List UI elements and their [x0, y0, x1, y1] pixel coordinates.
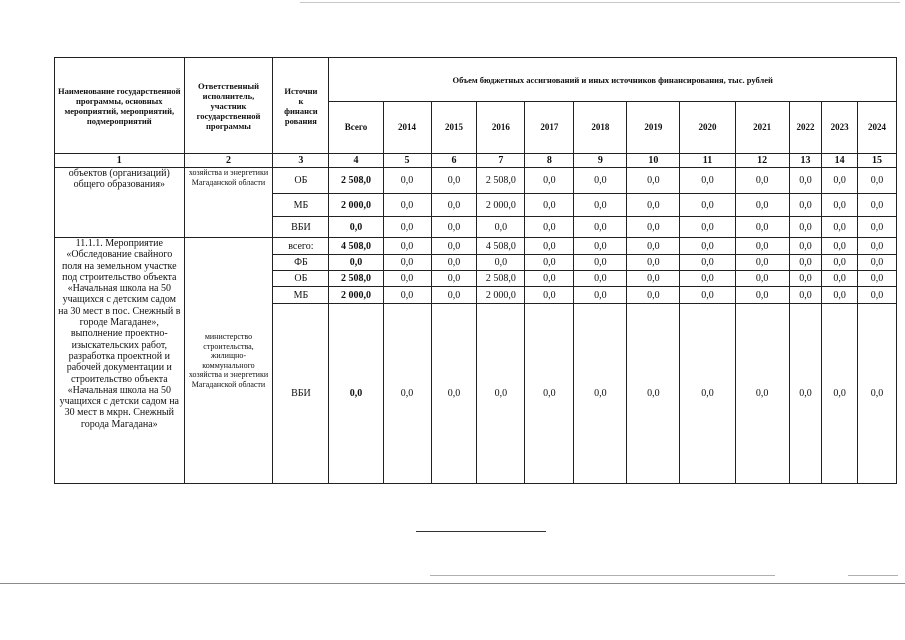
- column-number: 2: [184, 154, 273, 168]
- value-cell: 0,0: [789, 271, 822, 287]
- value-cell: 0,0: [680, 271, 735, 287]
- col-header-total: Всего: [329, 102, 383, 154]
- budget-table: [54, 57, 897, 484]
- closing-line: [416, 531, 546, 532]
- value-cell: 0,0: [857, 271, 896, 287]
- value-cell: 0,0: [627, 168, 680, 194]
- value-cell: 0,0: [857, 255, 896, 271]
- value-cell: 0,0: [857, 168, 896, 194]
- col-header-program: Наименование государственной программы, основных мероприятий, мероприятий, подмероприятий: [55, 58, 185, 154]
- value-cell: 0,0: [627, 217, 680, 238]
- value-cell: 0,0: [789, 217, 822, 238]
- value-cell: 0,0: [525, 238, 574, 255]
- source-cell: ВБИ: [273, 217, 329, 238]
- value-cell: 0,0: [627, 194, 680, 217]
- value-cell: 0,0: [789, 304, 822, 484]
- source-cell: ОБ: [273, 168, 329, 194]
- value-cell: 0,0: [789, 255, 822, 271]
- col-header-volume: Объем бюджетных ассигнований и иных источников финансирования, тыс. рублей: [329, 58, 897, 102]
- source-line-4: рования: [284, 115, 317, 126]
- total-cell: 0,0: [329, 255, 383, 271]
- value-cell: 0,0: [574, 304, 627, 484]
- table-row: [55, 238, 897, 255]
- value-cell: 0,0: [477, 217, 525, 238]
- value-cell: 4 508,0: [477, 238, 525, 255]
- value-cell: 0,0: [574, 287, 627, 304]
- value-cell: 0,0: [431, 271, 477, 287]
- source-cell: ВБИ: [273, 304, 329, 484]
- col-header-year: 2015: [431, 102, 477, 154]
- column-number: 1: [55, 154, 185, 168]
- value-cell: 0,0: [680, 194, 735, 217]
- col-header-year: 2019: [627, 102, 680, 154]
- scan-artifact-bottom-3: [848, 575, 898, 576]
- source-cell: МБ: [273, 287, 329, 304]
- col-header-year: 2018: [574, 102, 627, 154]
- value-cell: 0,0: [822, 217, 858, 238]
- column-number: 15: [857, 154, 896, 168]
- value-cell: 0,0: [680, 217, 735, 238]
- value-cell: 0,0: [822, 304, 858, 484]
- value-cell: 0,0: [822, 238, 858, 255]
- header-row-1: [55, 58, 897, 102]
- column-number: 10: [627, 154, 680, 168]
- column-number: 4: [329, 154, 383, 168]
- value-cell: 0,0: [822, 168, 858, 194]
- col-header-source: [273, 58, 329, 154]
- total-cell: 2 508,0: [329, 271, 383, 287]
- column-number: 14: [822, 154, 858, 168]
- source-cell: всего:: [273, 238, 329, 255]
- value-cell: 0,0: [477, 255, 525, 271]
- value-cell: 0,0: [857, 304, 896, 484]
- total-cell: 2 508,0: [329, 168, 383, 194]
- value-cell: 0,0: [574, 255, 627, 271]
- value-cell: 0,0: [383, 217, 431, 238]
- value-cell: 0,0: [431, 168, 477, 194]
- value-cell: 0,0: [525, 287, 574, 304]
- col-header-year: 2024: [857, 102, 896, 154]
- value-cell: 0,0: [735, 287, 789, 304]
- source-line-3: финанси: [284, 105, 318, 116]
- value-cell: 0,0: [525, 194, 574, 217]
- column-number: 3: [273, 154, 329, 168]
- value-cell: 0,0: [680, 304, 735, 484]
- col-header-executor: Ответственный исполнитель, участник государственной программы: [184, 58, 273, 154]
- value-cell: 0,0: [383, 304, 431, 484]
- value-cell: 0,0: [789, 238, 822, 255]
- value-cell: 0,0: [680, 238, 735, 255]
- value-cell: 0,0: [735, 271, 789, 287]
- value-cell: 0,0: [525, 168, 574, 194]
- value-cell: 0,0: [857, 238, 896, 255]
- executor-cell: министерство строительства, жилищно-коммунального хозяйства и энергетики Магаданской области: [184, 238, 273, 484]
- column-number: 5: [383, 154, 431, 168]
- total-cell: 4 508,0: [329, 238, 383, 255]
- value-cell: 0,0: [680, 255, 735, 271]
- value-cell: 0,0: [857, 194, 896, 217]
- executor-cell: хозяйства и энергетики Магаданской области: [184, 168, 273, 238]
- source-line-1: Источни: [284, 85, 318, 96]
- value-cell: 0,0: [680, 168, 735, 194]
- value-cell: 0,0: [735, 304, 789, 484]
- value-cell: 0,0: [431, 194, 477, 217]
- value-cell: 0,0: [735, 255, 789, 271]
- source-cell: ОБ: [273, 271, 329, 287]
- value-cell: 2 508,0: [477, 168, 525, 194]
- table-row: [55, 168, 897, 194]
- value-cell: 0,0: [525, 255, 574, 271]
- value-cell: 0,0: [525, 304, 574, 484]
- value-cell: 0,0: [431, 255, 477, 271]
- value-cell: 0,0: [383, 238, 431, 255]
- value-cell: 0,0: [383, 287, 431, 304]
- value-cell: 0,0: [431, 304, 477, 484]
- source-line-2: к: [298, 95, 304, 106]
- value-cell: 0,0: [735, 217, 789, 238]
- scan-artifact-bottom: [0, 583, 905, 584]
- value-cell: 0,0: [627, 271, 680, 287]
- value-cell: 0,0: [735, 168, 789, 194]
- total-cell: 0,0: [329, 304, 383, 484]
- value-cell: 0,0: [431, 287, 477, 304]
- value-cell: 0,0: [383, 271, 431, 287]
- value-cell: 0,0: [857, 287, 896, 304]
- value-cell: 2 000,0: [477, 287, 525, 304]
- col-header-year: 2016: [477, 102, 525, 154]
- col-header-year: 2023: [822, 102, 858, 154]
- value-cell: 0,0: [383, 255, 431, 271]
- value-cell: 0,0: [822, 194, 858, 217]
- scan-artifact-bottom-2: [430, 575, 775, 576]
- value-cell: 0,0: [789, 168, 822, 194]
- column-number: 6: [431, 154, 477, 168]
- value-cell: 0,0: [735, 194, 789, 217]
- value-cell: 0,0: [857, 217, 896, 238]
- value-cell: 0,0: [822, 271, 858, 287]
- activity-name-cell: 11.1.1. Мероприятие «Обследование свайного поля на земельном участке под строительство объекта «Начальная школа на 50 учащихся с детским садом на 30 мест в пос. Снежный в городе Магадане», выполнение проектно-изыскательских работ, разработка проектной и рабочей документации и строительство объекта «Начальная школа на 50 учащихся с детски садом на 30 мест в мкрн. Снежный города Магадана»: [55, 238, 185, 484]
- value-cell: 0,0: [627, 238, 680, 255]
- column-number: 12: [735, 154, 789, 168]
- value-cell: 2 000,0: [477, 194, 525, 217]
- value-cell: 0,0: [574, 271, 627, 287]
- total-cell: 2 000,0: [329, 287, 383, 304]
- source-cell: МБ: [273, 194, 329, 217]
- col-header-year: 2020: [680, 102, 735, 154]
- source-cell: ФБ: [273, 255, 329, 271]
- value-cell: 0,0: [789, 287, 822, 304]
- col-header-year: 2021: [735, 102, 789, 154]
- value-cell: 0,0: [822, 255, 858, 271]
- value-cell: 0,0: [574, 217, 627, 238]
- total-cell: 2 000,0: [329, 194, 383, 217]
- col-header-year: 2022: [789, 102, 822, 154]
- value-cell: 0,0: [822, 287, 858, 304]
- col-header-year: 2014: [383, 102, 431, 154]
- column-number: 9: [574, 154, 627, 168]
- value-cell: 0,0: [627, 304, 680, 484]
- column-number: 11: [680, 154, 735, 168]
- value-cell: 0,0: [383, 194, 431, 217]
- value-cell: 0,0: [383, 168, 431, 194]
- value-cell: 0,0: [627, 287, 680, 304]
- total-cell: 0,0: [329, 217, 383, 238]
- value-cell: 0,0: [735, 238, 789, 255]
- value-cell: 0,0: [789, 194, 822, 217]
- value-cell: 0,0: [477, 304, 525, 484]
- scan-artifact-top: [300, 2, 900, 3]
- value-cell: 0,0: [431, 238, 477, 255]
- value-cell: 0,0: [525, 217, 574, 238]
- value-cell: 0,0: [680, 287, 735, 304]
- value-cell: 0,0: [525, 271, 574, 287]
- value-cell: 0,0: [574, 168, 627, 194]
- col-header-year: 2017: [525, 102, 574, 154]
- column-number: 13: [789, 154, 822, 168]
- column-number-row: [55, 154, 897, 168]
- value-cell: 0,0: [574, 194, 627, 217]
- value-cell: 2 508,0: [477, 271, 525, 287]
- column-number: 7: [477, 154, 525, 168]
- column-number: 8: [525, 154, 574, 168]
- program-name-cell: объектов (организаций) общего образования»: [55, 168, 185, 238]
- value-cell: 0,0: [627, 255, 680, 271]
- value-cell: 0,0: [431, 217, 477, 238]
- value-cell: 0,0: [574, 238, 627, 255]
